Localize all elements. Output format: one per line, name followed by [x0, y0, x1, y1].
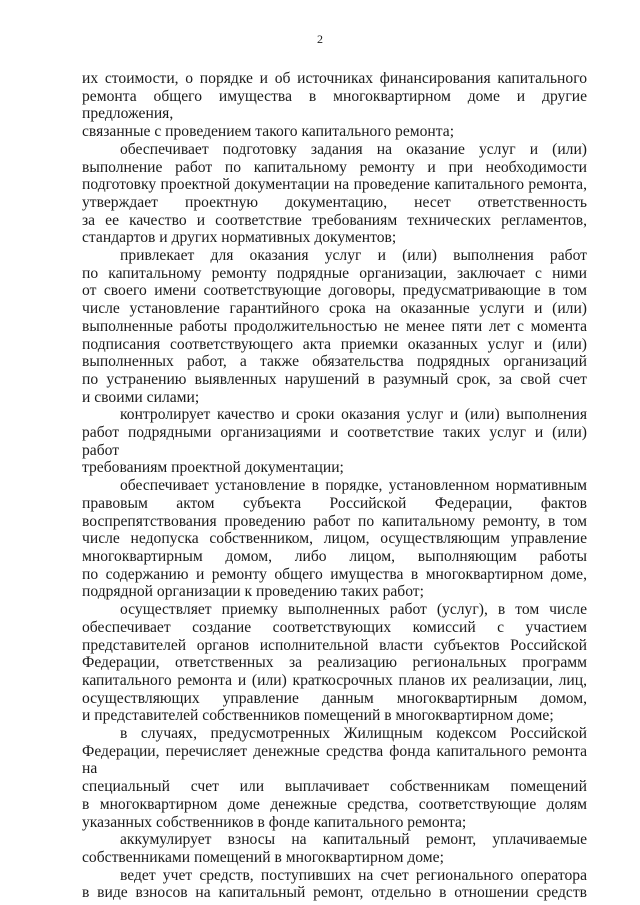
- text-line: и своими силами;: [82, 388, 200, 406]
- text-line: указанных собственников в фонде капитального ремонта;: [82, 813, 467, 831]
- text-line: аккумулирует взносы на капитальный ремонт, уплачиваемые: [120, 831, 587, 849]
- text-line: и представителей собственников помещений в многоквартирном доме;: [82, 707, 554, 725]
- text-line: в случаях, предусмотренных Жилищным кодексом Российской: [120, 725, 587, 743]
- text-line: подписания соответствующего акта приемки оказанных услуг и (или): [82, 335, 587, 353]
- paragraph: [82, 601, 587, 725]
- text-line: воспрепятствования проведению работ по капитальному ремонту, в том: [82, 512, 587, 530]
- text-line: многоквартирным домом, либо лицом, выполняющим работы: [82, 547, 587, 565]
- text-line: подготовку проектной документации на проведение капитального ремонта,: [82, 176, 587, 194]
- text-line: ремонта общего имущества в многоквартирном доме и другие предложения,: [82, 87, 587, 123]
- text-line: числе установление гарантийного срока на оказанные услуги и (или): [82, 300, 587, 318]
- text-line: утверждает проектную документацию, несет ответственность: [82, 193, 587, 211]
- text-line: осуществляет приемку выполненных работ (услуг), в том числе: [120, 601, 587, 619]
- paragraph: [82, 70, 587, 141]
- text-line: за ее качество и соответствие требованиям технических регламентов,: [82, 211, 587, 229]
- text-line: требованиям проектной документации;: [82, 459, 344, 477]
- text-line: представителей органов исполнительной власти субъектов Российской: [82, 636, 587, 654]
- text-line: обеспечивает создание соответствующих комиссий с участием: [82, 618, 587, 636]
- paragraph: [82, 477, 587, 601]
- text-line: по содержанию и ремонту общего имущества в многоквартирном доме,: [82, 565, 587, 583]
- document-body: [82, 70, 587, 902]
- text-line: по устранению выявленных нарушений в разумный срок, за свой счет: [82, 370, 587, 388]
- text-line: Федерации, перечисляет денежные средства фонда капитального ремонта на: [82, 742, 587, 778]
- text-line: выполненные работы продолжительностью не менее пяти лет с момента: [82, 317, 587, 335]
- text-line: обеспечивает подготовку задания на оказание услуг и (или): [120, 140, 587, 158]
- text-line: в виде взносов на капитальный ремонт, отдельно в отношении средств: [82, 884, 587, 902]
- text-line: выполнение работ по капитальному ремонту и при необходимости: [82, 158, 587, 176]
- text-line: капитального ремонта и (или) краткосрочных планов их реализации, лиц,: [82, 671, 587, 689]
- text-line: собственниками помещений в многоквартирном доме;: [82, 848, 444, 866]
- text-line: от своего имени соответствующие договоры, предусматривающие в том: [82, 282, 587, 300]
- text-line: в многоквартирном доме денежные средства, соответствующие долям: [82, 795, 587, 813]
- text-line: числе недопуска собственником, лицом, осуществляющим управление: [82, 530, 587, 548]
- text-line: подрядной организации к проведению таких работ;: [82, 583, 424, 601]
- text-line: стандартов и других нормативных документов;: [82, 229, 397, 247]
- paragraph: [82, 141, 587, 247]
- page-number: 2: [317, 32, 323, 46]
- text-line: работ подрядными организациями и соответствие таких услуг и (или) работ: [82, 424, 587, 459]
- text-line: Федерации, ответственных за реализацию региональных программ: [82, 654, 587, 672]
- text-line: их стоимости, о порядке и об источниках финансирования капитального: [82, 70, 587, 87]
- text-line: правовым актом субъекта Российской Федерации, фактов: [82, 494, 587, 512]
- text-line: связанные с проведением такого капитального ремонта;: [82, 123, 455, 141]
- text-line: осуществляющих управление данным многоквартирным домом,: [82, 689, 587, 707]
- text-line: привлекает для оказания услуг и (или) выполнения работ: [120, 247, 587, 265]
- text-line: специальный счет или выплачивает собственникам помещений: [82, 778, 587, 796]
- paragraph: [82, 725, 587, 831]
- paragraph: [82, 867, 587, 902]
- text-line: по капитальному ремонту подрядные организации, заключает с ними: [82, 264, 587, 282]
- paragraph: [82, 247, 587, 406]
- paragraph: [82, 831, 587, 866]
- text-line: обеспечивает установление в порядке, установленном нормативным: [120, 477, 587, 495]
- text-line: выполненных работ, а также обязательства подрядных организаций: [82, 353, 587, 371]
- text-line: ведет учет средств, поступивших на счет регионального оператора: [120, 866, 587, 884]
- paragraph: [82, 406, 587, 477]
- text-line: контролирует качество и сроки оказания услуг и (или) выполнения: [120, 406, 587, 424]
